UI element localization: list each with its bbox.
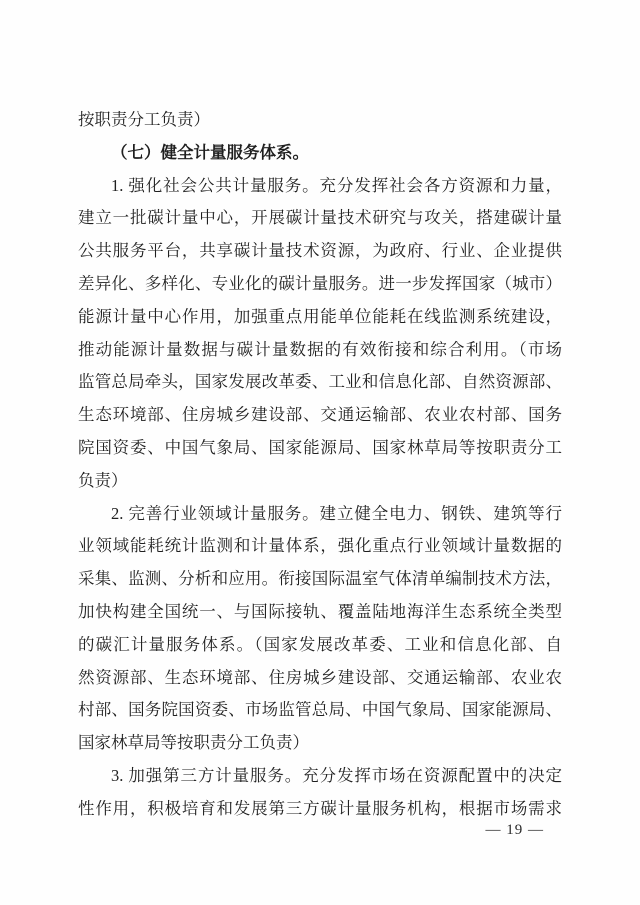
- paragraph-1-line: 能源计量中心作用，加强重点用能单位能耗在线监测系统建设，: [78, 306, 562, 326]
- paragraph-2-line: 国家林草局等按职责分工负责）: [78, 733, 309, 753]
- paragraph-3-line: 性作用，积极培育和发展第三方碳计量服务机构，根据市场需求: [78, 798, 562, 818]
- paragraph-1-line: 负责）: [78, 470, 128, 490]
- paragraph-2-line: 的碳汇计量服务体系。（国家发展改革委、工业和信息化部、自: [78, 634, 562, 654]
- paragraph-1-line: 生态环境部、住房城乡建设部、交通运输部、农业农村部、国务: [78, 405, 562, 425]
- section-heading: （七）健全计量服务体系。: [111, 142, 309, 162]
- paragraph-3-line: 3. 加强第三方计量服务。充分发挥市场在资源配置中的决定: [111, 765, 562, 785]
- paragraph-1-line: 院国资委、中国气象局、国家能源局、国家林草局等按职责分工: [78, 437, 562, 457]
- continuation-line: 按职责分工负责）: [78, 110, 210, 129]
- paragraph-1-line: 差异化、多样化、专业化的碳计量服务。进一步发挥国家（城市）: [78, 273, 562, 293]
- document-body: [78, 104, 562, 826]
- paragraph-2-line: 然资源部、生态环境部、住房城乡建设部、交通运输部、农业农: [78, 667, 562, 687]
- paragraph-1-line: 1. 强化社会公共计量服务。充分发挥社会各方资源和力量，: [111, 175, 562, 195]
- paragraph-2-line: 加快构建全国统一、与国际接轨、覆盖陆地海洋生态系统全类型: [78, 601, 562, 621]
- paragraph-2-line: 村部、国务院国资委、市场监管总局、中国气象局、国家能源局、: [78, 700, 562, 720]
- paragraph-1-line: 公共服务平台，共享碳计量技术资源，为政府、行业、企业提供: [78, 241, 562, 261]
- paragraph-2-line: 业领域能耗统计监测和计量体系，强化重点行业领域计量数据的: [78, 536, 562, 556]
- paragraph-2-line: 采集、监测、分析和应用。衔接国际温室气体清单编制技术方法，: [78, 569, 562, 589]
- page-number: — 19 —: [485, 822, 544, 838]
- paragraph-2-line: 2. 完善行业领域计量服务。建立健全电力、钢铁、建筑等行: [111, 503, 562, 523]
- paragraph-1-line: 建立一批碳计量中心，开展碳计量技术研究与攻关，搭建碳计量: [78, 208, 562, 228]
- paragraph-1-line: 监管总局牵头，国家发展改革委、工业和信息化部、自然资源部、: [78, 372, 562, 392]
- paragraph-1-line: 推动能源计量数据与碳计量数据的有效衔接和综合利用。（市场: [78, 339, 562, 359]
